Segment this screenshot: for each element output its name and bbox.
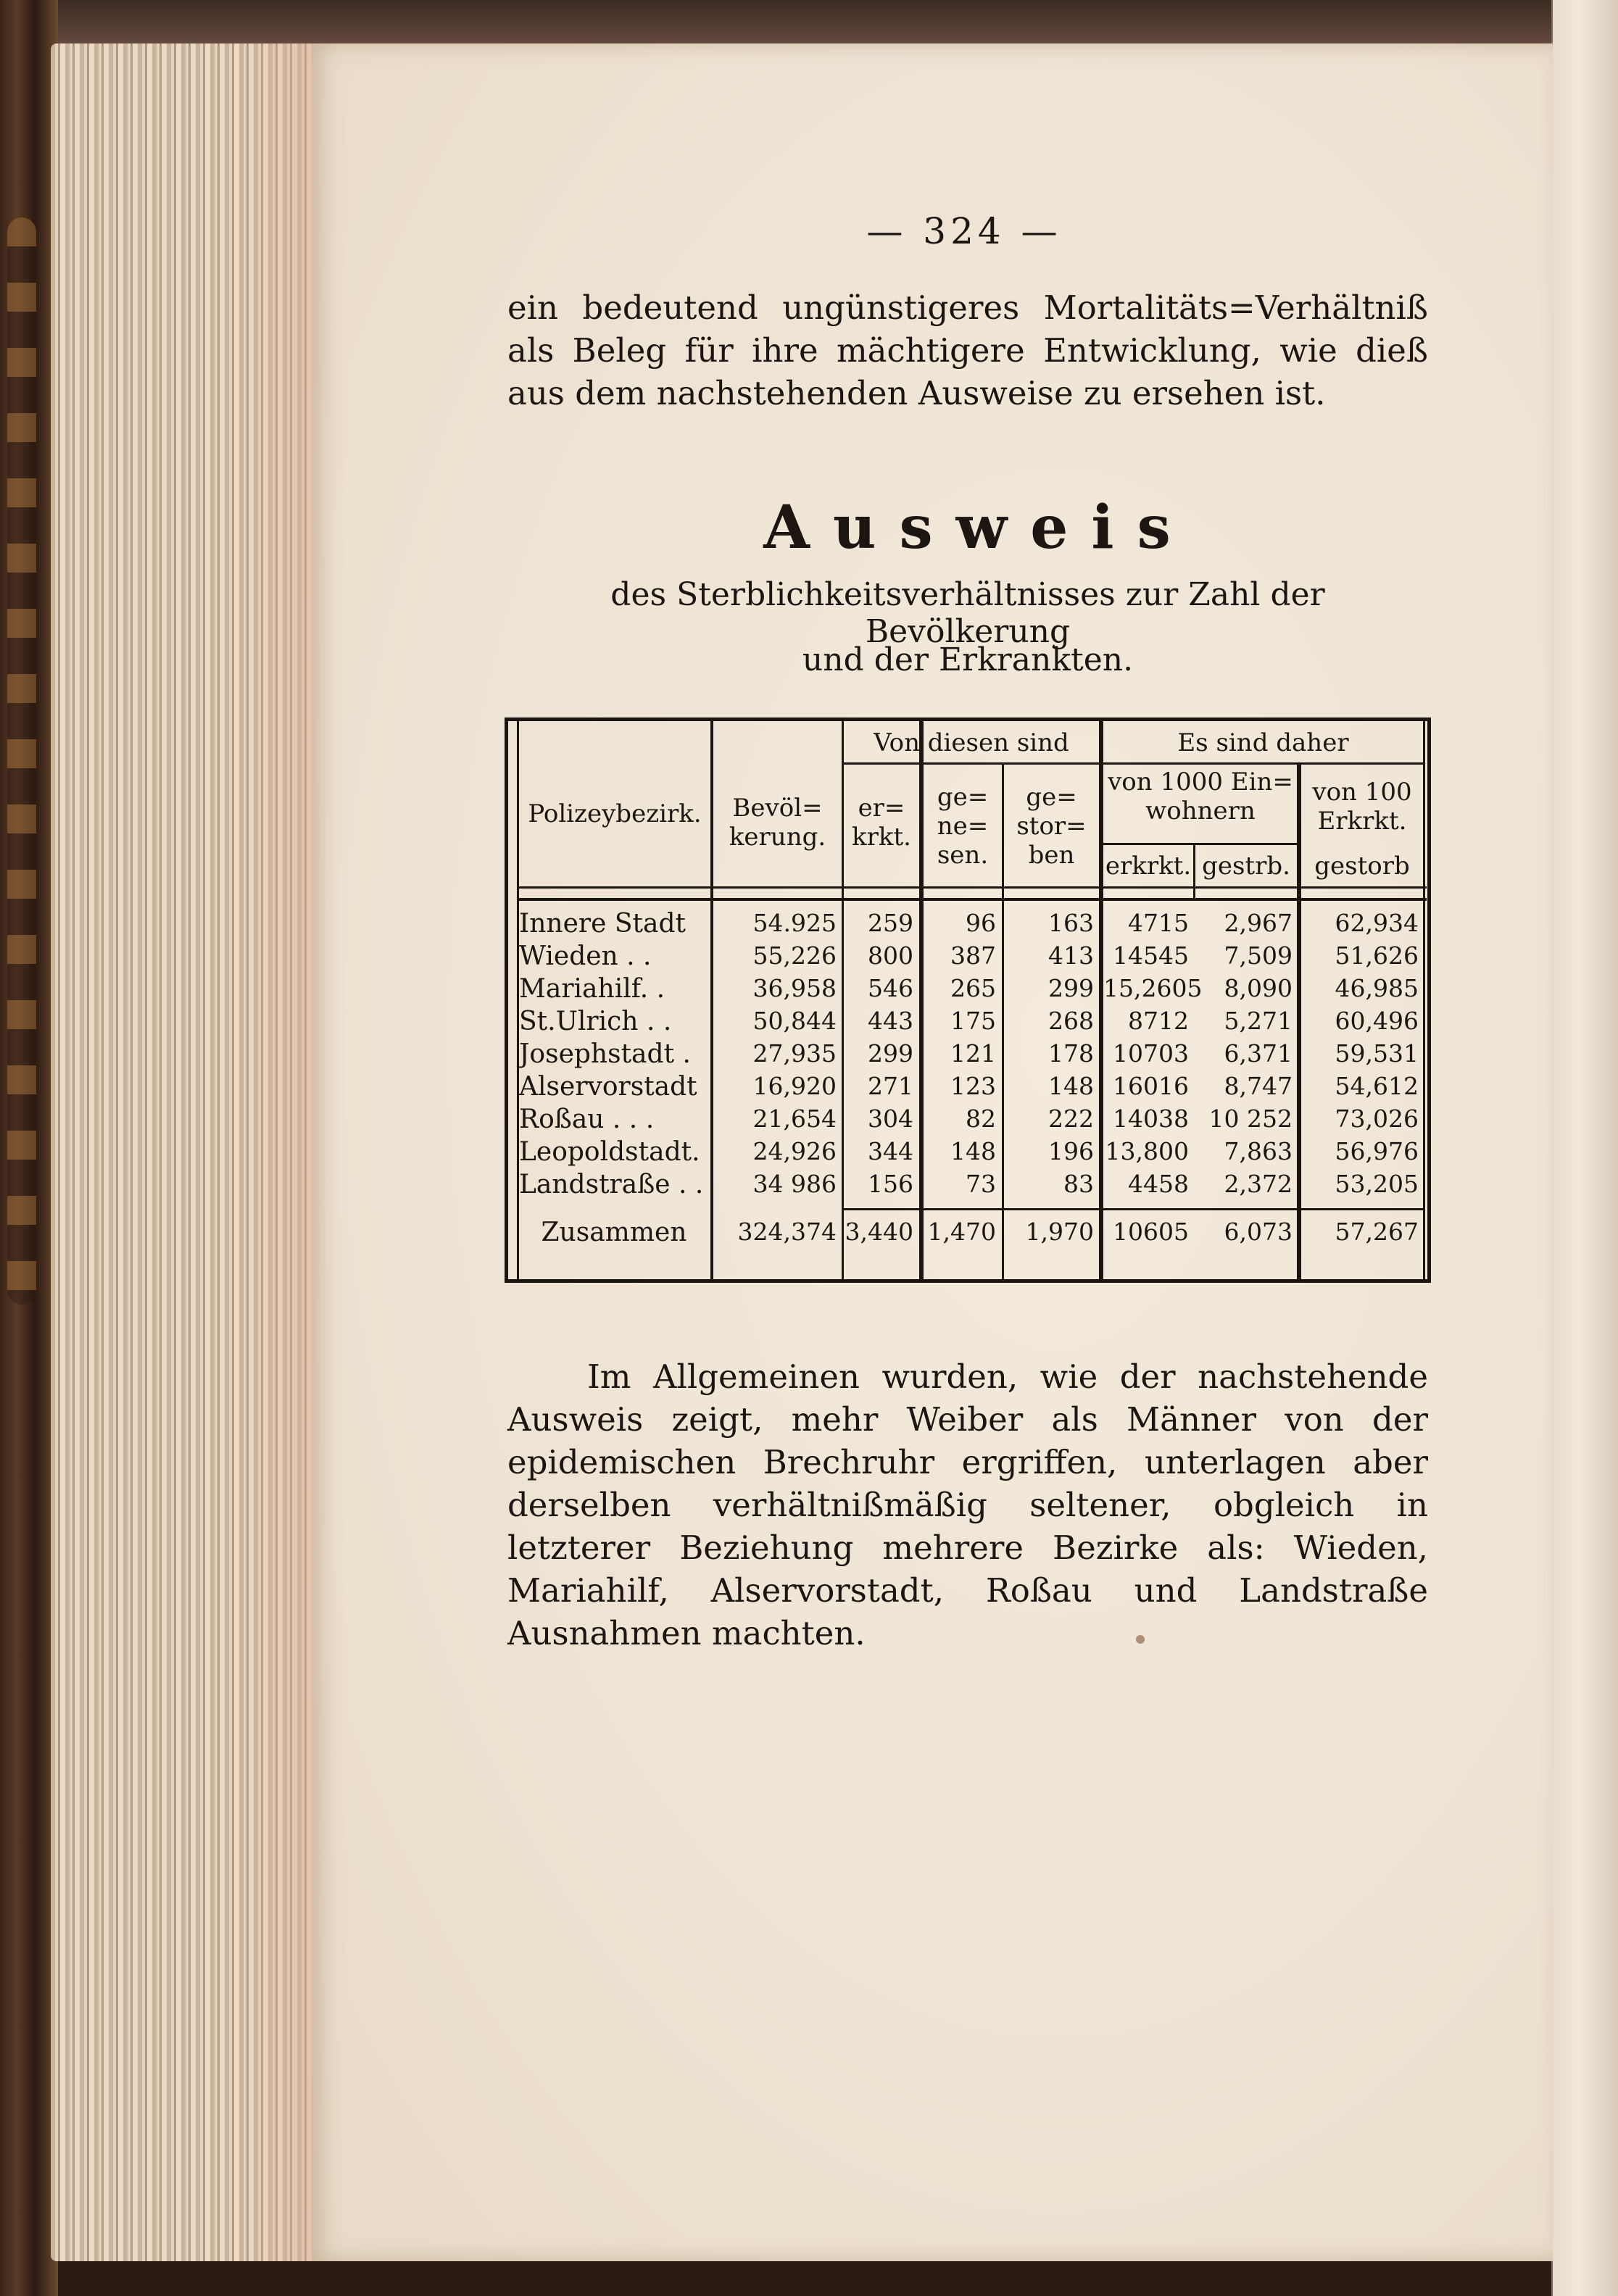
cell-died100: 60,496 [1335, 1007, 1419, 1035]
ink-spot [1136, 1635, 1145, 1644]
cell-died: 268 [1048, 1007, 1094, 1035]
cell-pop: 54.925 [752, 909, 837, 937]
col-sick-per-1000: erkrkt. [1105, 852, 1192, 881]
cell-died: 83 [1063, 1170, 1094, 1198]
cell-died: 222 [1048, 1105, 1094, 1133]
facing-page [1551, 0, 1618, 2296]
cell-district: St.Ulrich . . [519, 1007, 672, 1036]
header-von-diesen: Von diesen sind [874, 728, 1069, 757]
cell-died1000: 5,271 [1224, 1007, 1293, 1035]
col-died: ge= stor= ben [1016, 783, 1087, 870]
cell-pop: 21,654 [752, 1105, 837, 1133]
cell-sick: 546 [868, 974, 913, 1002]
intro-paragraph: ein bedeutend ungünstigeres Mortalitäts=Verhältniß als Beleg für ihre mächtigere Entwicklung, wie dieß aus dem nachstehenden Ausweise zu ersehen ist. [507, 288, 1428, 412]
cell-sick: 800 [868, 941, 913, 970]
cell-pop: 50,844 [752, 1007, 837, 1035]
cell-pop: 24,926 [752, 1137, 837, 1165]
cell-died1000: 6,371 [1224, 1039, 1293, 1068]
cell-district: Wieden . . [519, 941, 652, 971]
total-sick: 3,440 [845, 1218, 913, 1246]
cell-sick1000: 13,800 [1105, 1137, 1189, 1165]
header-per-1000: von 1000 Ein= wohnern [1108, 768, 1293, 825]
cell-district: Roßau . . . [519, 1105, 655, 1134]
cell-died1000: 2,967 [1224, 909, 1293, 937]
cell-died1000: 7,509 [1224, 941, 1293, 970]
page-edges [51, 43, 319, 2261]
cell-recovered: 148 [950, 1137, 996, 1165]
cell-recovered: 73 [966, 1170, 996, 1198]
cell-recovered: 265 [950, 974, 996, 1002]
cell-district: Innere Stadt [519, 909, 686, 939]
col-district: Polizeybezirk. [528, 799, 702, 828]
cell-district: Leopoldstadt. [519, 1137, 700, 1167]
cell-pop: 16,920 [752, 1072, 837, 1100]
cell-sick: 259 [868, 909, 913, 937]
cell-pop: 36,958 [752, 974, 837, 1002]
cell-pop: 27,935 [752, 1039, 837, 1068]
page-number: — 324 — [866, 210, 1062, 252]
cell-died1000: 7,863 [1224, 1137, 1293, 1165]
cell-died1000: 8,090 [1224, 974, 1293, 1002]
cell-pop: 55,226 [752, 941, 837, 970]
cell-sick1000: 14545 [1113, 941, 1189, 970]
cell-died: 413 [1048, 941, 1094, 970]
total-died1000: 6,073 [1224, 1218, 1293, 1246]
col-sick: er= krkt. [852, 794, 911, 852]
total-died100: 57,267 [1335, 1218, 1419, 1246]
cell-died: 196 [1048, 1137, 1094, 1165]
cell-died100: 59,531 [1335, 1039, 1419, 1068]
cell-died100: 56,976 [1335, 1137, 1419, 1165]
cell-died: 163 [1048, 909, 1094, 937]
cell-died: 148 [1048, 1072, 1094, 1100]
cell-sick1000: 15,2605 [1103, 974, 1203, 1002]
total-recovered: 1,470 [927, 1218, 996, 1246]
cell-pop: 34 986 [752, 1170, 837, 1198]
header-per-100: von 100 Erkrkt. [1312, 778, 1412, 836]
cell-sick: 156 [868, 1170, 913, 1198]
cell-sick1000: 14038 [1113, 1105, 1189, 1133]
table-subtitle-line2: und der Erkrankten. [802, 641, 1134, 678]
cell-died100: 62,934 [1335, 909, 1419, 937]
closing-paragraph: Im Allgemeinen wurden, wie der nachstehende Ausweis zeigt, mehr Weiber als Männer von der epidemischen Brechruhr ergriffen, unterlagen aber derselben verhältnißmäßig seltener, obgleich in letzterer Beziehung mehrere Bezirke als: Wieden, Mariahilf, Alservorstadt, Roßau und Landstraße Ausnahmen machten. [507, 1357, 1428, 1652]
cell-died100: 46,985 [1335, 974, 1419, 1002]
cell-sick1000: 4715 [1128, 909, 1189, 937]
cell-sick1000: 16016 [1113, 1072, 1189, 1100]
cell-recovered: 387 [950, 941, 996, 970]
cell-recovered: 96 [966, 909, 996, 937]
cell-died100: 54,612 [1335, 1072, 1419, 1100]
book-spine [0, 0, 58, 2296]
cell-sick: 443 [868, 1007, 913, 1035]
cell-recovered: 175 [950, 1007, 996, 1035]
cell-recovered: 82 [966, 1105, 996, 1133]
total-died: 1,970 [1025, 1218, 1094, 1246]
table-title: Ausweis [763, 493, 1194, 562]
total-pop: 324,374 [737, 1218, 837, 1246]
cell-sick: 304 [868, 1105, 913, 1133]
header-es-sind-daher: Es sind daher [1177, 728, 1349, 757]
col-died-per-1000: gestrb. [1202, 852, 1290, 881]
cell-died1000: 2,372 [1224, 1170, 1293, 1198]
cell-district: Landstraße . . [519, 1170, 704, 1199]
cell-died1000: 8,747 [1224, 1072, 1293, 1100]
col-recovered: ge= ne= sen. [937, 783, 989, 870]
cell-died1000: 10 252 [1208, 1105, 1293, 1133]
cell-sick: 344 [868, 1137, 913, 1165]
col-population: Bevöl= kerung. [729, 794, 826, 852]
total-label: Zusammen [541, 1218, 687, 1247]
table-subtitle-line1: des Sterblichkeitsverhältnisses zur Zahl der Bevölkerung [610, 576, 1325, 650]
cell-died100: 51,626 [1335, 941, 1419, 970]
cell-sick1000: 8712 [1128, 1007, 1189, 1035]
mortality-table [505, 718, 1431, 1283]
cell-district: Josephstadt . [519, 1039, 691, 1069]
cell-sick: 271 [868, 1072, 913, 1100]
cell-district: Mariahilf. . [519, 974, 665, 1004]
cell-died100: 73,026 [1335, 1105, 1419, 1133]
cell-sick: 299 [868, 1039, 913, 1068]
cell-died: 178 [1048, 1039, 1094, 1068]
cell-died: 299 [1048, 974, 1094, 1002]
cell-district: Alservorstadt [519, 1072, 697, 1102]
cell-sick1000: 10703 [1113, 1039, 1189, 1068]
cell-sick1000: 4458 [1128, 1170, 1189, 1198]
cell-recovered: 121 [950, 1039, 996, 1068]
total-sick1000: 10605 [1113, 1218, 1189, 1246]
cell-recovered: 123 [950, 1072, 996, 1100]
col-died-per-100: gestorb [1314, 852, 1410, 881]
cell-died100: 53,205 [1335, 1170, 1419, 1198]
